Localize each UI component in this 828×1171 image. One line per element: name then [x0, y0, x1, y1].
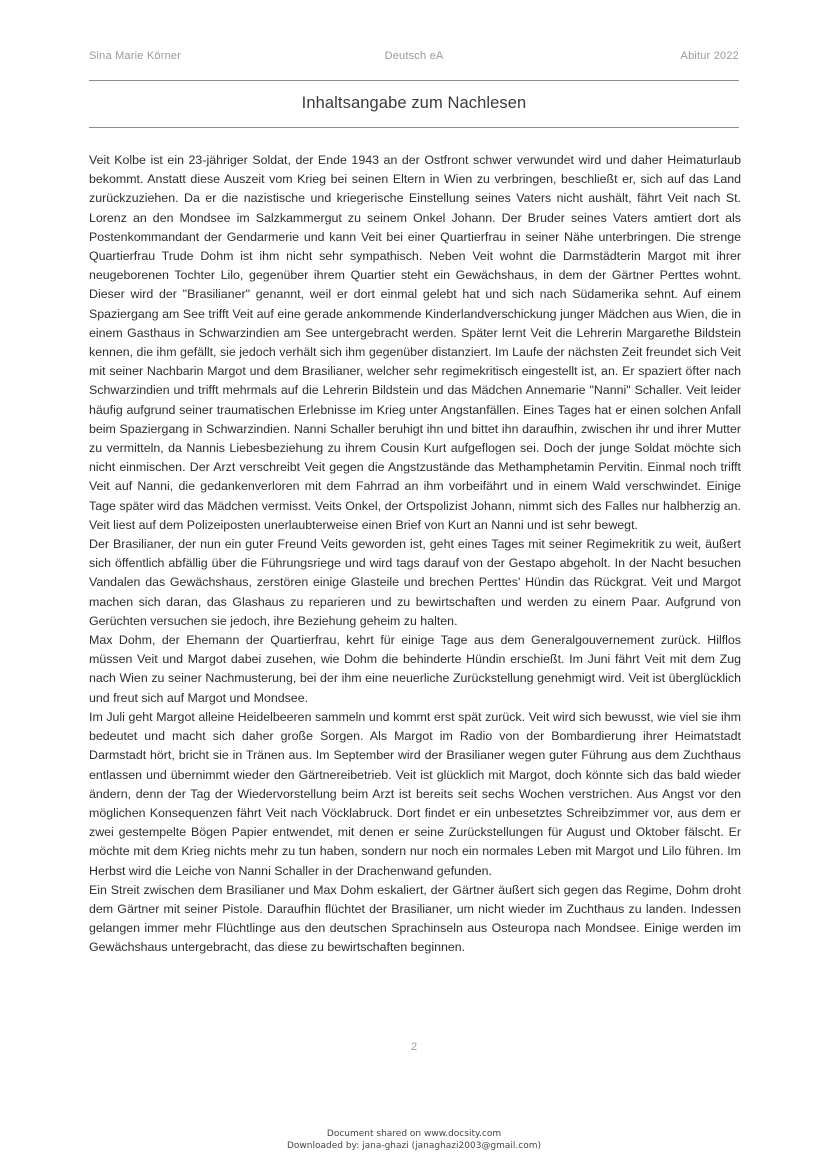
page-number: 2 [410, 1041, 418, 1053]
footer-shared-line: Document shared on www.docsity.com [326, 1129, 502, 1139]
page-header [89, 48, 739, 64]
header-subject: Deutsch eA [384, 50, 444, 62]
header-author: Sina Marie Körner [89, 50, 182, 62]
paragraph: Max Dohm, der Ehemann der Quartierfrau, kehrt für einige Tage aus dem Generalgouvernement zurück. Hilflos müssen Veit und Margot dabei zusehen, wie Dohm die behinderte Hündin erschießt. Im Juni fährt Veit mit dem Zug nach Wien zu seiner Nachmusterung, bei der ihm eine neuerliche Zurückstellung genehmigt wird. Veit ist überglücklich und freut sich auf Margot und Mondsee. [89, 633, 741, 705]
footer-downloaded-line: Downloaded by: jana-ghazi (janaghazi2003@gmail.com) [286, 1141, 542, 1151]
header-divider [89, 80, 739, 81]
download-footer [0, 1128, 828, 1152]
page-title: Inhaltsangabe zum Nachlesen [301, 94, 527, 112]
summary-text [89, 151, 741, 958]
paragraph: Im Juli geht Margot alleine Heidelbeeren sammeln und kommt erst spät zurück. Veit wird sich bewusst, wie viel sie ihm bedeutet und macht sich daher große Sorgen. Als Margot im Radio von der Bombardierung ihrer Heimatstadt Darmstadt hört, bricht sie in Tränen aus. Im September wird der Brasilianer wegen guter Führung aus dem Zuchthaus entlassen und übernimmt wieder den Gärtnereibetrieb. Veit ist glücklich mit Margot, doch könnte sich das bald wieder ändern, denn der Tag der Wiedervorstellung beim Arzt ist bereits seit sechs Wochen verstrichen. Aus Angst vor den möglichen Konsequenzen fährt Veit nach Vöcklabruck. Dort findet er ein unbesetztes Schreibzimmer vor, aus dem er zwei gestempelte Bögen Papier entwendet, mit denen er seine Zurückstellungen für August und Oktober fälscht. Er möchte mit dem Krieg nichts mehr zu tun haben, sondern nur noch ein normales Leben mit Margot und Lilo führen. Im Herbst wird die Leiche von Nanni Schaller in der Drachenwand gefunden. [89, 709, 741, 878]
title-divider [89, 127, 739, 128]
paragraph: Der Brasilianer, der nun ein guter Freund Veits geworden ist, geht eines Tages mit seiner Regimekritik zu weit, äußert sich öffentlich abfällig über die Führungsriege und wird tags darauf von der Gestapo abgeholt. In der Nacht besuchen Vandalen das Gewächshaus, zerstören einige Glasteile und brechen Perttes' Hündin das Rückgrat. Veit und Margot machen sich daran, das Glashaus zu reparieren und zu bewirtschaften und werden zu einem Paar. Aufgrund von Gerüchten versuchen sie jedoch, ihre Beziehung geheim zu halten. [89, 537, 741, 628]
header-exam: Abitur 2022 [680, 50, 739, 62]
paragraph: Ein Streit zwischen dem Brasilianer und Max Dohm eskaliert, der Gärtner äußert sich gegen das Regime, Dohm droht dem Gärtner mit seiner Pistole. Daraufhin flüchtet der Brasilianer, um nicht wieder im Zuchthaus zu landen. Indessen gelangen immer mehr Flüchtlinge aus den deutschen Sprachinseln aus Osteuropa nach Mondsee. Einige werden im Gewächshaus untergebracht, das diese zu bewirtschaften beginnen. [89, 882, 741, 955]
paragraph: Veit Kolbe ist ein 23-jähriger Soldat, der Ende 1943 an der Ostfront schwer verwundet wird und daher Heimaturlaub bekommt. Anstatt diese Auszeit vom Krieg bei seinen Eltern in Wien zu verbringen, beschließt er, sich auf das Land zurückzuziehen. Da er die nazistische und kriegerische Einstellung seines Vaters nicht aushält, fährt Veit nach St. Lorenz an den Mondsee im Salzkammergut zu seinem Onkel Johann. Der Bruder seines Vaters amtiert dort als Postenkommandant der Gendarmerie und kann Veit bei einer Quartierfrau in seiner Nähe unterbringen. Die strenge Quartierfrau Trude Dohm ist ihm nicht sehr sympathisch. Neben Veit wohnt die Darmstädterin Margot mit ihrer neugeborenen Tochter Lilo, gegenüber ihrem Quartier steht ein Gewächshaus, in dem der Gärtner Perttes wohnt. Dieser wird der "Brasilianer" genannt, weil er dort einmal gelebt hat und sich nach Südamerika sehnt. Auf einem Spaziergang am See trifft Veit auf eine gerade ankommende Kinderlandverschickung junger Mädchen aus Wien, die in einem Gasthaus in Schwarzindien am See untergebracht werden. Später lernt Veit die Lehrerin Margarethe Bildstein kennen, die ihm gefällt, sie jedoch verhält sich ihm gegenüber distanziert. Im Laufe der nächsten Zeit freundet sich Veit mit seiner Nachbarin Margot und dem Brasilianer, welcher sehr regimekritisch eingestellt ist, an. Er spaziert öfter nach Schwarzindien und trifft mehrmals auf die Lehrerin Bildstein und das Mädchen Annemarie "Nanni" Schaller. Veit leider häufig aufgrund seiner traumatischen Erlebnisse im Krieg unter Angstanfällen. Eines Tages hat er einen solchen Anfall beim Spaziergang in Schwarzindien. Nanni Schaller beruhigt ihn und bittet ihn daraufhin, zwischen ihr und ihrer Mutter zu vermitteln, da Nannis Liebesbeziehung zu ihrem Cousin Kurt aufgeflogen sei. Doch der junge Soldat möchte sich nicht einmischen. Der Arzt verschreibt Veit gegen die Angstzustände das Methamphetamin Pervitin. Einmal noch trifft Veit auf Nanni, die gedankenverloren mit dem Fahrrad an ihm vorbeifährt und in einem Wald verschwindet. Einige Tage später wird das Mädchen vermisst. Veits Onkel, der Ortspolizist Johann, nimmt sich des Falles nur halbherzig an. Veit liest auf dem Polizeiposten unerlaubterweise einen Brief von Kurt an Nanni und ist sehr bewegt. [89, 153, 741, 532]
